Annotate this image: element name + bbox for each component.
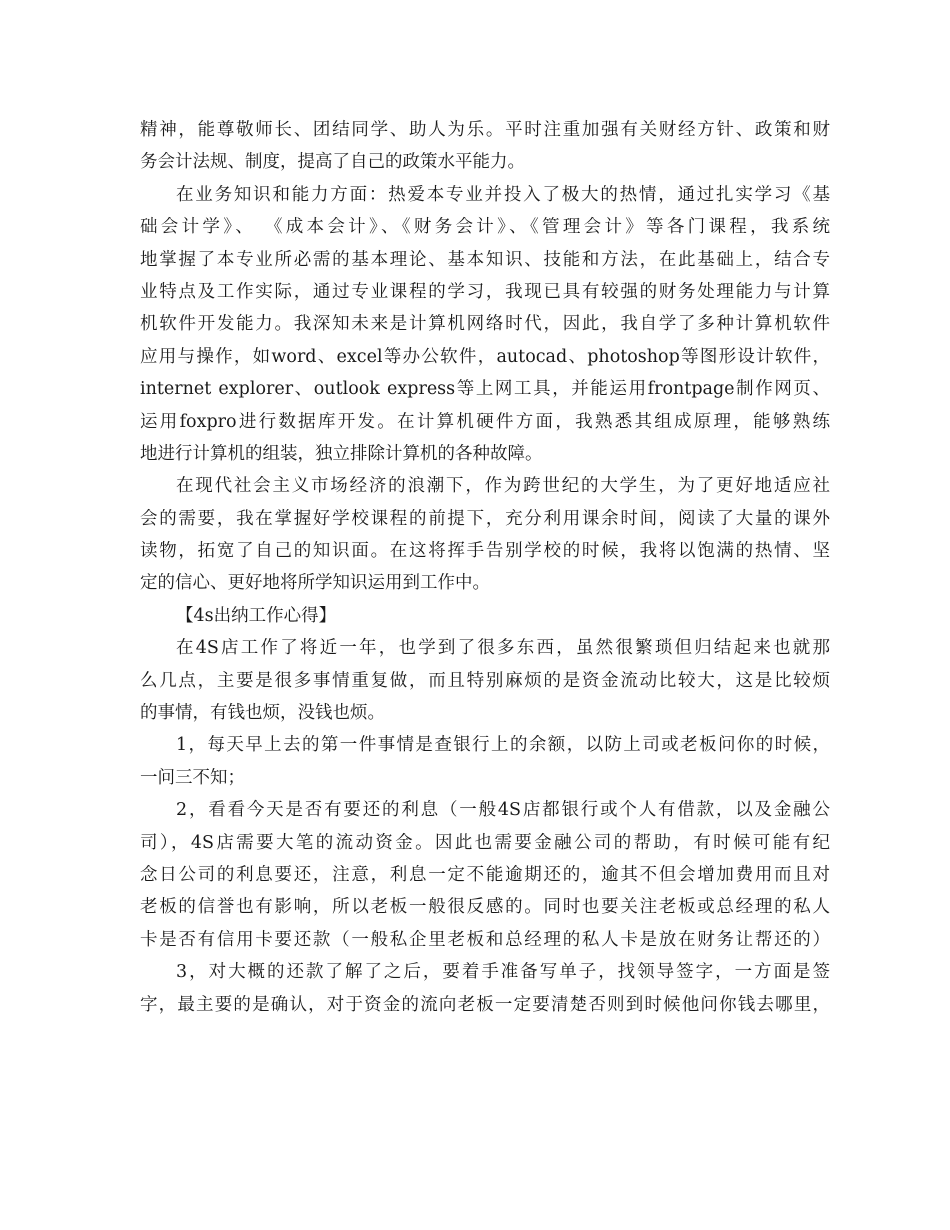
text-line: 念日公司的利息要还，注意，利息一定不能逾期还的，逾其不但会增加费用而且对 [140, 864, 830, 885]
text-line: 在4S店工作了将近一年，也学到了很多东西，虽然很繁琐但归结起来也就那 [176, 638, 830, 659]
text-line: 在业务知识和能力方面：热爱本专业并投入了极大的热情，通过扎实学习《基 [176, 184, 830, 205]
text-line: 3，对大概的还款了解了之后，要着手准备写单子，找领导签字，一方面是签 [176, 962, 830, 983]
list-item-3 [140, 956, 830, 1021]
text-line: 地进行计算机的组装，独立排除计算机的各种故障。 [140, 443, 543, 464]
list-item-2 [140, 794, 830, 956]
section-heading-text: 【4s出纳工作心得】 [176, 605, 337, 626]
text-line: 应用与操作，如word、excel等办公软件，autocad、photoshop等图形设计软件， [140, 346, 830, 367]
text-line: 精神，能尊敬师长、团结同学、助人为乐。平时注重加强有关财经方针、政策和财 [140, 120, 830, 140]
text-line: 业特点及工作实际，通过专业课程的学习，我现已具有较强的财务处理能力与计算 [140, 281, 830, 302]
text-line: 定的信心、更好地将所学知识运用到工作中。 [140, 573, 490, 594]
text-line: 字，最主要的是确认，对于资金的流向老板一定要清楚否则到时候他问你钱去哪里， [140, 994, 830, 1015]
paragraph-market-economy [140, 470, 830, 600]
text-line: 础会计学》、 《成本会计》、《财务会计》、《管理会计》等各门课程，我系统 [140, 217, 830, 238]
text-line: 么几点，主要是很多事情重复做，而且特别麻烦的是资金流动比较大，这是比较烦 [140, 670, 830, 691]
section-heading [140, 600, 830, 632]
text-line: 司），4S店需要大笔的流动资金。因此也需要金融公司的帮助，有时候可能有纪 [140, 832, 830, 853]
text-line: 在现代社会主义市场经济的浪潮下，作为跨世纪的大学生，为了更好地适应社 [176, 476, 830, 497]
text-line: 老板的信誉也有影响，所以老板一般很反感的。同时也要关注老板或总经理的私人 [140, 897, 830, 918]
document-body [140, 114, 830, 1021]
text-line: 卡是否有信用卡要还款（一般私企里老板和总经理的私人卡是放在财务让帮还的） [140, 929, 830, 950]
text-line: 运用foxpro进行数据库开发。在计算机硬件方面，我熟悉其组成原理，能够熟练 [140, 411, 830, 432]
text-line: internet explorer、outlook express等上网工具，并能运用frontpage制作网页、 [140, 379, 830, 400]
text-line: 一问三不知； [140, 767, 245, 788]
text-line: 1，每天早上去的第一件事情是查银行上的余额，以防上司或老板问你的时候， [176, 735, 830, 756]
text-line: 2，看看今天是否有要还的利息（一般4S店都银行或个人有借款，以及金融公 [176, 800, 830, 821]
list-item-1 [140, 729, 830, 794]
text-line: 务会计法规、制度，提高了自己的政策水平能力。 [140, 152, 525, 173]
paragraph-intro-continued [140, 114, 830, 179]
text-line: 机软件开发能力。我深知未来是计算机网络时代，因此，我自学了多种计算机软件 [140, 314, 830, 335]
paragraph-4s-intro [140, 632, 830, 729]
text-line: 的事情，有钱也烦，没钱也烦。 [140, 703, 385, 724]
text-line: 读物，拓宽了自己的知识面。在这将挥手告别学校的时候，我将以饱满的热情、坚 [140, 541, 830, 562]
paragraph-business-knowledge [140, 179, 830, 471]
text-line: 地掌握了本专业所必需的基本理论、基本知识、技能和方法，在此基础上，结合专 [140, 249, 830, 270]
text-line: 会的需要，我在掌握好学校课程的前提下，充分利用课余时间，阅读了大量的课外 [140, 508, 830, 529]
